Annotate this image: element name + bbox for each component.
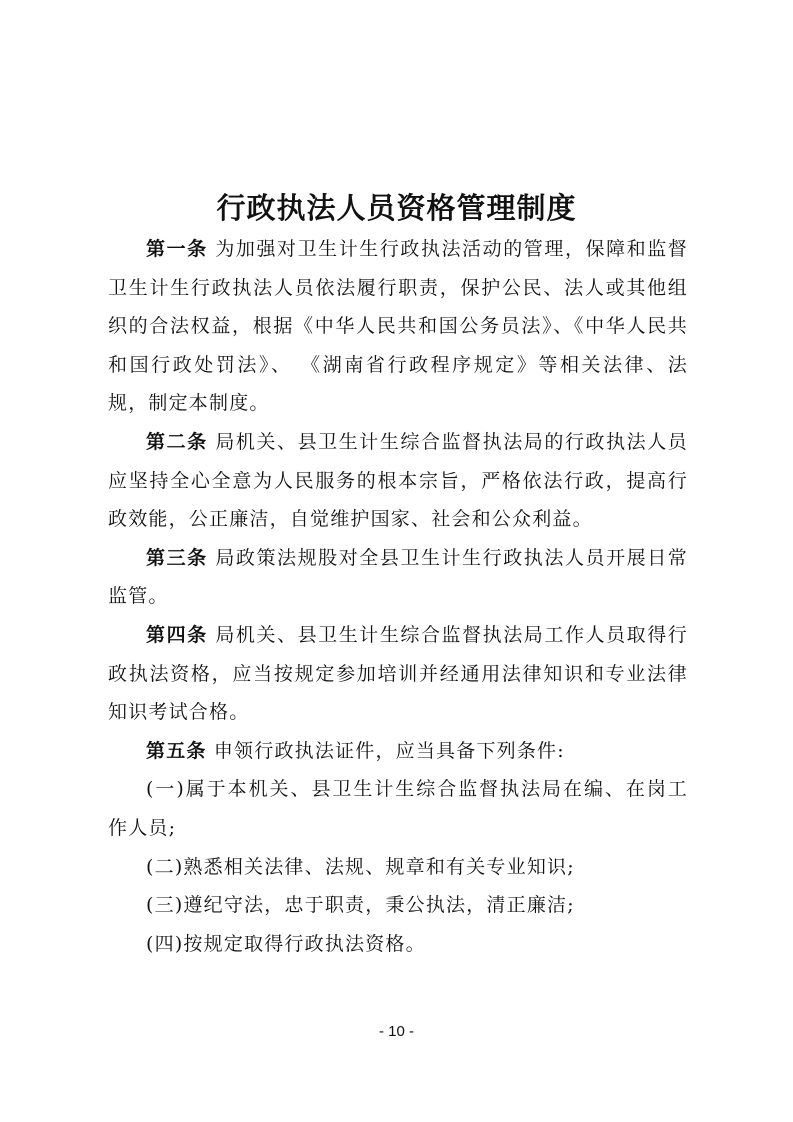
page-number: - 10 - (378, 1023, 414, 1040)
article-3 (108, 539, 688, 616)
document-title: 行政执法人员资格管理制度 (216, 191, 577, 225)
article-label: 第四条 (146, 623, 208, 646)
article-4 (108, 616, 688, 732)
article-2 (108, 423, 688, 539)
article-label: 第一条 (146, 238, 208, 260)
article-text: 局机关、县卫生计生综合监督执法局工作人员取得行政执法资格，应当按规定参加培训并经通用法律知识和专业法律知识考试合格。 (108, 623, 688, 724)
article-text: 局机关、县卫生计生综合监督执法局的行政执法人员应坚持全心全意为人民服务的根本宗旨，严格依法行政，提高行政效能，公正廉洁，自觉维护国家、社会和公众利益。 (108, 430, 688, 531)
article-label: 第五条 (146, 739, 207, 762)
article-1 (108, 230, 688, 423)
article-text: 为加强对卫生计生行政执法活动的管理，保障和监督卫生计生行政执法人员依法履行职责，保护公民、法人或其他组织的合法权益，根据《中华人民共和国公务员法》、《中华人民共和国行政处罚法》、 《湖南省行政程序规定》等相关法律、法规，制定本制度。 (108, 238, 688, 415)
article-text: 申领行政执法证件，应当具备下列条件: (213, 739, 565, 762)
condition-1: (一)属于本机关、县卫生计生综合监督执法局在编、在岗工作人员; (108, 778, 688, 839)
condition-3: (三)遵纪守法，忠于职责，秉公执法，清正廉洁; (146, 894, 575, 917)
article-label: 第二条 (146, 430, 208, 453)
article-label: 第三条 (146, 546, 208, 569)
article-5 (108, 732, 688, 771)
document-body (108, 230, 688, 963)
condition-4: (四)按规定取得行政执法资格。 (146, 932, 426, 955)
condition-2: (二)熟悉相关法律、法规、规章和有关专业知识; (146, 855, 575, 878)
article-text: 局政策法规股对全县卫生计生行政执法人员开展日常监管。 (108, 546, 688, 608)
